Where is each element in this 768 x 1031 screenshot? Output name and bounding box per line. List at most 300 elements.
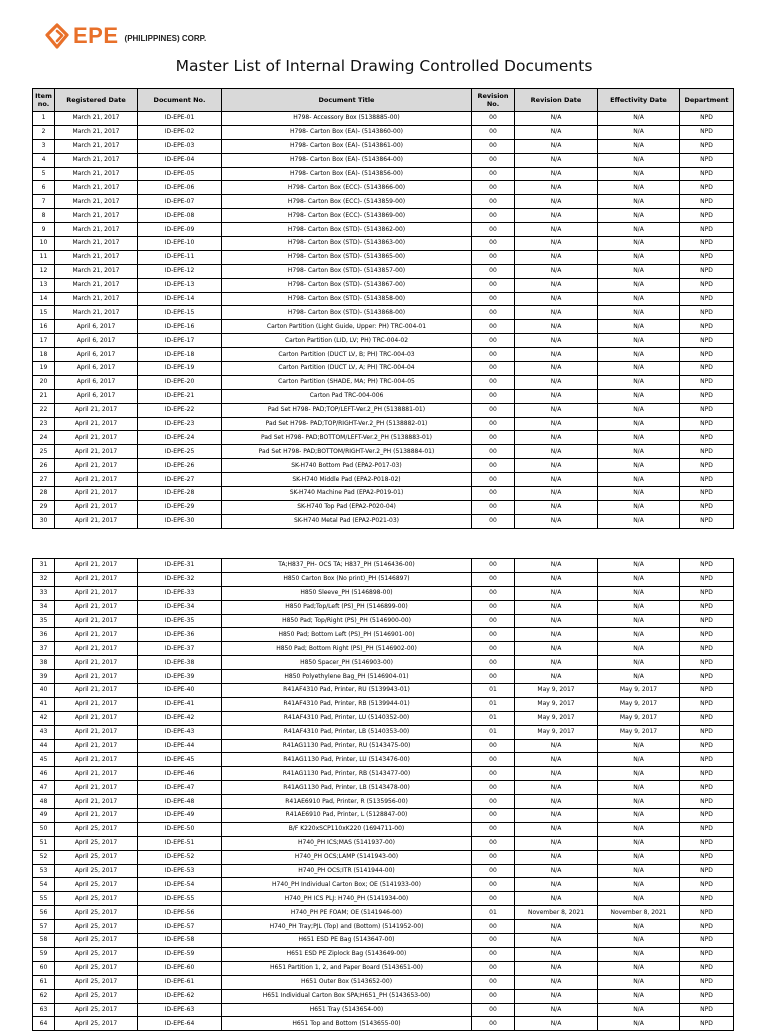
- cell-revision-no: 00: [472, 167, 515, 181]
- cell-document-title: H798- Carton Box (EA)- (5143864-00): [222, 153, 472, 167]
- cell-registered-date: March 21, 2017: [55, 250, 138, 264]
- documents-table-continued: [32, 558, 734, 1031]
- cell-revision-no: 00: [472, 989, 515, 1003]
- brand-corp: (PHILIPPINES) CORP.: [124, 33, 207, 43]
- cell-department: NPD: [680, 167, 734, 181]
- cell-effectivity-date: N/A: [598, 389, 680, 403]
- cell-registered-date: April 25, 2017: [55, 836, 138, 850]
- cell-revision-no: 00: [472, 572, 515, 586]
- cell-effectivity-date: N/A: [598, 153, 680, 167]
- cell-department: NPD: [680, 572, 734, 586]
- cell-item-no: 27: [33, 473, 55, 487]
- cell-revision-date: N/A: [515, 642, 598, 656]
- cell-registered-date: March 21, 2017: [55, 153, 138, 167]
- cell-item-no: 20: [33, 375, 55, 389]
- cell-department: NPD: [680, 642, 734, 656]
- cell-document-no: ID-EPE-38: [138, 656, 222, 670]
- cell-revision-date: N/A: [515, 306, 598, 320]
- cell-document-title: SK-H740 Top Pad (EPA2-P020-04): [222, 500, 472, 514]
- cell-effectivity-date: N/A: [598, 795, 680, 809]
- cell-document-title: H740_PH OCS;ITR (5141944-00): [222, 864, 472, 878]
- cell-registered-date: April 6, 2017: [55, 362, 138, 376]
- table-row: [33, 125, 734, 139]
- cell-document-no: ID-EPE-46: [138, 767, 222, 781]
- cell-effectivity-date: N/A: [598, 864, 680, 878]
- cell-document-no: ID-EPE-55: [138, 892, 222, 906]
- cell-registered-date: April 25, 2017: [55, 989, 138, 1003]
- cell-revision-date: N/A: [515, 920, 598, 934]
- cell-document-title: H651 Top and Bottom (5143655-00): [222, 1017, 472, 1031]
- table-row: [33, 417, 734, 431]
- cell-document-no: ID-EPE-50: [138, 822, 222, 836]
- cell-revision-no: 00: [472, 292, 515, 306]
- cell-item-no: 39: [33, 670, 55, 684]
- table-row: [33, 628, 734, 642]
- cell-revision-no: 00: [472, 836, 515, 850]
- cell-registered-date: April 25, 2017: [55, 892, 138, 906]
- cell-revision-no: 00: [472, 195, 515, 209]
- cell-revision-date: N/A: [515, 292, 598, 306]
- cell-effectivity-date: N/A: [598, 264, 680, 278]
- cell-item-no: 36: [33, 628, 55, 642]
- cell-revision-date: N/A: [515, 348, 598, 362]
- cell-registered-date: April 21, 2017: [55, 559, 138, 573]
- cell-effectivity-date: N/A: [598, 975, 680, 989]
- cell-department: NPD: [680, 125, 734, 139]
- cell-revision-date: N/A: [515, 614, 598, 628]
- cell-revision-no: 00: [472, 850, 515, 864]
- cell-document-title: Carton Partition (DUCT LV, B; PH) TRC-004-03: [222, 348, 472, 362]
- cell-registered-date: April 21, 2017: [55, 586, 138, 600]
- cell-registered-date: April 25, 2017: [55, 920, 138, 934]
- cell-registered-date: April 21, 2017: [55, 431, 138, 445]
- cell-registered-date: April 25, 2017: [55, 961, 138, 975]
- cell-document-title: H798- Carton Box (STD)- (5143858-00): [222, 292, 472, 306]
- cell-revision-date: N/A: [515, 670, 598, 684]
- cell-document-title: H798- Carton Box (EA)- (5143856-00): [222, 167, 472, 181]
- cell-document-no: ID-EPE-28: [138, 487, 222, 501]
- cell-document-title: Carton Partition (Light Guide, Upper: PH) TRC-004-01: [222, 320, 472, 334]
- cell-item-no: 2: [33, 125, 55, 139]
- cell-department: NPD: [680, 334, 734, 348]
- cell-document-title: H651 ESD PE Ziplock Bag (5143649-00): [222, 947, 472, 961]
- cell-document-no: ID-EPE-33: [138, 586, 222, 600]
- cell-item-no: 18: [33, 348, 55, 362]
- cell-effectivity-date: N/A: [598, 947, 680, 961]
- cell-revision-no: 00: [472, 487, 515, 501]
- cell-effectivity-date: N/A: [598, 656, 680, 670]
- cell-revision-no: 01: [472, 725, 515, 739]
- cell-document-no: ID-EPE-40: [138, 684, 222, 698]
- cell-effectivity-date: N/A: [598, 614, 680, 628]
- cell-document-title: R41AE6910 Pad, Printer, L (5128847-00): [222, 809, 472, 823]
- company-logo: [44, 22, 206, 50]
- table-row: [33, 656, 734, 670]
- cell-effectivity-date: N/A: [598, 125, 680, 139]
- cell-revision-date: N/A: [515, 125, 598, 139]
- cell-revision-no: 00: [472, 153, 515, 167]
- cell-effectivity-date: N/A: [598, 836, 680, 850]
- cell-registered-date: April 21, 2017: [55, 459, 138, 473]
- cell-document-title: H740_PH OCS;LAMP (5141943-00): [222, 850, 472, 864]
- cell-revision-date: N/A: [515, 878, 598, 892]
- cell-revision-no: 00: [472, 264, 515, 278]
- cell-revision-date: N/A: [515, 389, 598, 403]
- cell-item-no: 15: [33, 306, 55, 320]
- cell-item-no: 22: [33, 403, 55, 417]
- cell-revision-no: 00: [472, 362, 515, 376]
- cell-department: NPD: [680, 278, 734, 292]
- cell-registered-date: April 21, 2017: [55, 767, 138, 781]
- cell-department: NPD: [680, 250, 734, 264]
- cell-registered-date: April 25, 2017: [55, 934, 138, 948]
- cell-item-no: 60: [33, 961, 55, 975]
- cell-revision-date: N/A: [515, 417, 598, 431]
- cell-effectivity-date: N/A: [598, 209, 680, 223]
- cell-item-no: 53: [33, 864, 55, 878]
- cell-item-no: 6: [33, 181, 55, 195]
- cell-revision-no: 00: [472, 934, 515, 948]
- cell-effectivity-date: N/A: [598, 892, 680, 906]
- cell-document-title: R41AF4310 Pad, Printer, RU (5139943-01): [222, 684, 472, 698]
- cell-revision-date: N/A: [515, 586, 598, 600]
- cell-item-no: 7: [33, 195, 55, 209]
- cell-revision-date: N/A: [515, 559, 598, 573]
- cell-document-no: ID-EPE-51: [138, 836, 222, 850]
- cell-document-no: ID-EPE-16: [138, 320, 222, 334]
- header-label: Effectivity Date: [610, 96, 667, 104]
- cell-revision-date: N/A: [515, 795, 598, 809]
- cell-document-no: ID-EPE-15: [138, 306, 222, 320]
- table-row: [33, 614, 734, 628]
- table-row: [33, 781, 734, 795]
- cell-document-title: H798- Carton Box (STD)- (5143865-00): [222, 250, 472, 264]
- table-row: [33, 403, 734, 417]
- cell-effectivity-date: N/A: [598, 334, 680, 348]
- cell-effectivity-date: N/A: [598, 167, 680, 181]
- cell-department: NPD: [680, 223, 734, 237]
- cell-item-no: 63: [33, 1003, 55, 1017]
- cell-revision-no: 00: [472, 237, 515, 251]
- cell-item-no: 21: [33, 389, 55, 403]
- cell-revision-no: 00: [472, 125, 515, 139]
- table-row: [33, 836, 734, 850]
- cell-registered-date: April 21, 2017: [55, 514, 138, 528]
- cell-department: NPD: [680, 445, 734, 459]
- cell-document-no: ID-EPE-37: [138, 642, 222, 656]
- cell-registered-date: April 21, 2017: [55, 656, 138, 670]
- cell-revision-date: May 9, 2017: [515, 684, 598, 698]
- cell-revision-no: 00: [472, 334, 515, 348]
- table-row: [33, 500, 734, 514]
- table-row: [33, 975, 734, 989]
- cell-document-title: H651 Individual Carton Box SPA;H651_PH (5143653-00): [222, 989, 472, 1003]
- cell-document-no: ID-EPE-61: [138, 975, 222, 989]
- table-row: [33, 250, 734, 264]
- cell-department: NPD: [680, 264, 734, 278]
- cell-registered-date: April 25, 2017: [55, 850, 138, 864]
- cell-document-no: ID-EPE-36: [138, 628, 222, 642]
- cell-registered-date: April 21, 2017: [55, 445, 138, 459]
- cell-effectivity-date: N/A: [598, 306, 680, 320]
- cell-revision-no: 00: [472, 250, 515, 264]
- cell-registered-date: April 21, 2017: [55, 403, 138, 417]
- cell-registered-date: April 6, 2017: [55, 348, 138, 362]
- cell-department: NPD: [680, 292, 734, 306]
- cell-revision-no: 00: [472, 781, 515, 795]
- table-row: [33, 600, 734, 614]
- table-row: [33, 459, 734, 473]
- cell-document-no: ID-EPE-24: [138, 431, 222, 445]
- cell-item-no: 8: [33, 209, 55, 223]
- table-row: [33, 892, 734, 906]
- cell-item-no: 4: [33, 153, 55, 167]
- cell-document-no: ID-EPE-35: [138, 614, 222, 628]
- cell-effectivity-date: N/A: [598, 250, 680, 264]
- cell-document-no: ID-EPE-39: [138, 670, 222, 684]
- cell-revision-no: 00: [472, 389, 515, 403]
- table-row: [33, 334, 734, 348]
- cell-registered-date: April 25, 2017: [55, 906, 138, 920]
- table-row: [33, 739, 734, 753]
- table-row: [33, 375, 734, 389]
- cell-document-title: H740_PH PE FOAM; OE (5141946-00): [222, 906, 472, 920]
- cell-document-no: ID-EPE-57: [138, 920, 222, 934]
- header-label-line2: No.: [486, 100, 500, 108]
- brand-name: EPE: [73, 23, 119, 48]
- cell-registered-date: March 21, 2017: [55, 292, 138, 306]
- table-row: [33, 473, 734, 487]
- cell-revision-date: N/A: [515, 153, 598, 167]
- cell-revision-no: 00: [472, 822, 515, 836]
- cell-revision-no: 00: [472, 139, 515, 153]
- table-row: [33, 223, 734, 237]
- cell-department: NPD: [680, 836, 734, 850]
- cell-item-no: 25: [33, 445, 55, 459]
- cell-revision-no: 00: [472, 209, 515, 223]
- cell-revision-no: 00: [472, 403, 515, 417]
- cell-department: NPD: [680, 1003, 734, 1017]
- cell-document-no: ID-EPE-08: [138, 209, 222, 223]
- cell-item-no: 52: [33, 850, 55, 864]
- header-effectivity-date: [598, 89, 680, 112]
- cell-registered-date: March 21, 2017: [55, 264, 138, 278]
- cell-department: NPD: [680, 209, 734, 223]
- cell-department: NPD: [680, 586, 734, 600]
- cell-revision-no: 00: [472, 473, 515, 487]
- cell-revision-no: 01: [472, 906, 515, 920]
- cell-document-no: ID-EPE-01: [138, 112, 222, 126]
- table-row: [33, 711, 734, 725]
- cell-effectivity-date: N/A: [598, 348, 680, 362]
- table-row: [33, 139, 734, 153]
- table-row: [33, 572, 734, 586]
- cell-effectivity-date: N/A: [598, 822, 680, 836]
- cell-revision-no: 00: [472, 112, 515, 126]
- cell-registered-date: April 21, 2017: [55, 670, 138, 684]
- cell-document-title: SK-H740 Metal Pad (EPA2-P021-03): [222, 514, 472, 528]
- table-row: [33, 167, 734, 181]
- cell-effectivity-date: May 9, 2017: [598, 711, 680, 725]
- cell-registered-date: March 21, 2017: [55, 167, 138, 181]
- cell-revision-date: N/A: [515, 961, 598, 975]
- cell-revision-no: 00: [472, 1017, 515, 1031]
- cell-registered-date: April 25, 2017: [55, 878, 138, 892]
- cell-department: NPD: [680, 961, 734, 975]
- cell-revision-date: N/A: [515, 836, 598, 850]
- table-row: [33, 278, 734, 292]
- cell-revision-no: 00: [472, 670, 515, 684]
- cell-document-no: ID-EPE-09: [138, 223, 222, 237]
- cell-revision-date: N/A: [515, 250, 598, 264]
- cell-document-title: H740_PH ICS PLJ: H740_PH (5141934-00): [222, 892, 472, 906]
- cell-document-no: ID-EPE-49: [138, 809, 222, 823]
- cell-department: NPD: [680, 375, 734, 389]
- cell-item-no: 54: [33, 878, 55, 892]
- cell-document-title: H798- Carton Box (EA)- (5143860-00): [222, 125, 472, 139]
- cell-document-title: R41AF4310 Pad, Printer, LU (5140352-00): [222, 711, 472, 725]
- cell-registered-date: March 21, 2017: [55, 237, 138, 251]
- cell-item-no: 28: [33, 487, 55, 501]
- cell-document-no: ID-EPE-19: [138, 362, 222, 376]
- cell-department: NPD: [680, 697, 734, 711]
- cell-revision-date: N/A: [515, 278, 598, 292]
- cell-document-title: Pad Set H798- PAD;TOP/RIGHT-Ver.2_PH (5138882-01): [222, 417, 472, 431]
- cell-revision-date: N/A: [515, 1003, 598, 1017]
- cell-item-no: 61: [33, 975, 55, 989]
- cell-item-no: 56: [33, 906, 55, 920]
- table-row: [33, 559, 734, 573]
- cell-revision-no: 00: [472, 223, 515, 237]
- cell-department: NPD: [680, 153, 734, 167]
- table-row: [33, 112, 734, 126]
- cell-document-title: Carton Partition (DUCT LV, A; PH) TRC-004-04: [222, 362, 472, 376]
- cell-document-no: ID-EPE-26: [138, 459, 222, 473]
- table-row: [33, 389, 734, 403]
- cell-effectivity-date: N/A: [598, 559, 680, 573]
- header-label-line2: no.: [37, 100, 50, 108]
- cell-document-title: H798- Carton Box (STD)- (5143862-00): [222, 223, 472, 237]
- cell-effectivity-date: N/A: [598, 417, 680, 431]
- cell-document-title: H740_PH Tray;PJL (Top) and (Bottom) (5141952-00): [222, 920, 472, 934]
- cell-registered-date: April 21, 2017: [55, 753, 138, 767]
- cell-effectivity-date: N/A: [598, 278, 680, 292]
- cell-item-no: 48: [33, 795, 55, 809]
- table-row: [33, 725, 734, 739]
- cell-revision-date: N/A: [515, 264, 598, 278]
- cell-item-no: 59: [33, 947, 55, 961]
- cell-registered-date: April 25, 2017: [55, 1017, 138, 1031]
- cell-registered-date: March 21, 2017: [55, 112, 138, 126]
- cell-registered-date: March 21, 2017: [55, 125, 138, 139]
- cell-registered-date: April 25, 2017: [55, 864, 138, 878]
- cell-revision-no: 00: [472, 975, 515, 989]
- cell-department: NPD: [680, 850, 734, 864]
- cell-item-no: 58: [33, 934, 55, 948]
- table-row: [33, 292, 734, 306]
- cell-document-title: H798- Carton Box (ECC)- (5143869-00): [222, 209, 472, 223]
- cell-department: NPD: [680, 487, 734, 501]
- cell-department: NPD: [680, 348, 734, 362]
- cell-registered-date: April 21, 2017: [55, 725, 138, 739]
- cell-revision-no: 00: [472, 739, 515, 753]
- cell-registered-date: April 6, 2017: [55, 389, 138, 403]
- table-row: [33, 362, 734, 376]
- table-row: [33, 934, 734, 948]
- cell-revision-no: 00: [472, 500, 515, 514]
- cell-revision-date: N/A: [515, 500, 598, 514]
- cell-registered-date: April 25, 2017: [55, 1003, 138, 1017]
- cell-department: NPD: [680, 822, 734, 836]
- cell-item-no: 10: [33, 237, 55, 251]
- cell-item-no: 42: [33, 711, 55, 725]
- header-item-no: [33, 89, 55, 112]
- cell-registered-date: April 21, 2017: [55, 684, 138, 698]
- cell-effectivity-date: N/A: [598, 473, 680, 487]
- header-document-title: [222, 89, 472, 112]
- cell-document-no: ID-EPE-20: [138, 375, 222, 389]
- page-title: Master List of Internal Drawing Controlled Documents: [175, 57, 593, 75]
- cell-revision-date: N/A: [515, 947, 598, 961]
- cell-revision-date: N/A: [515, 781, 598, 795]
- cell-revision-no: 00: [472, 306, 515, 320]
- cell-revision-no: 00: [472, 809, 515, 823]
- cell-department: NPD: [680, 417, 734, 431]
- cell-revision-date: May 9, 2017: [515, 697, 598, 711]
- table-row: [33, 642, 734, 656]
- cell-document-title: H798- Carton Box (STD)- (5143857-00): [222, 264, 472, 278]
- table-row: [33, 306, 734, 320]
- cell-item-no: 11: [33, 250, 55, 264]
- cell-revision-date: N/A: [515, 656, 598, 670]
- cell-document-title: H798- Carton Box (ECC)- (5143866-00): [222, 181, 472, 195]
- cell-department: NPD: [680, 362, 734, 376]
- cell-effectivity-date: N/A: [598, 112, 680, 126]
- cell-document-no: ID-EPE-45: [138, 753, 222, 767]
- cell-document-title: H740_PH Individual Carton Box; OE (5141933-00): [222, 878, 472, 892]
- cell-registered-date: April 6, 2017: [55, 334, 138, 348]
- cell-effectivity-date: N/A: [598, 375, 680, 389]
- cell-document-no: ID-EPE-34: [138, 600, 222, 614]
- cell-item-no: 51: [33, 836, 55, 850]
- cell-effectivity-date: N/A: [598, 445, 680, 459]
- cell-revision-date: N/A: [515, 459, 598, 473]
- table-row: [33, 181, 734, 195]
- cell-revision-date: N/A: [515, 1017, 598, 1031]
- cell-department: NPD: [680, 306, 734, 320]
- cell-document-no: ID-EPE-60: [138, 961, 222, 975]
- cell-item-no: 46: [33, 767, 55, 781]
- cell-document-no: ID-EPE-32: [138, 572, 222, 586]
- header-label: Revision Date: [530, 96, 582, 104]
- cell-effectivity-date: May 9, 2017: [598, 684, 680, 698]
- cell-document-title: H798- Carton Box (EA)- (5143861-00): [222, 139, 472, 153]
- cell-revision-date: N/A: [515, 209, 598, 223]
- cell-revision-no: 00: [472, 753, 515, 767]
- cell-effectivity-date: N/A: [598, 878, 680, 892]
- cell-document-no: ID-EPE-62: [138, 989, 222, 1003]
- cell-revision-no: 00: [472, 642, 515, 656]
- cell-revision-no: 00: [472, 514, 515, 528]
- cell-document-title: R41AG1130 Pad, Printer, LB (5143478-00): [222, 781, 472, 795]
- header-label: Document Title: [318, 96, 375, 104]
- cell-revision-no: 00: [472, 559, 515, 573]
- cell-document-no: ID-EPE-07: [138, 195, 222, 209]
- cell-item-no: 9: [33, 223, 55, 237]
- cell-document-title: H740_PH ICS;MAS (5141937-00): [222, 836, 472, 850]
- table-row: [33, 878, 734, 892]
- cell-department: NPD: [680, 920, 734, 934]
